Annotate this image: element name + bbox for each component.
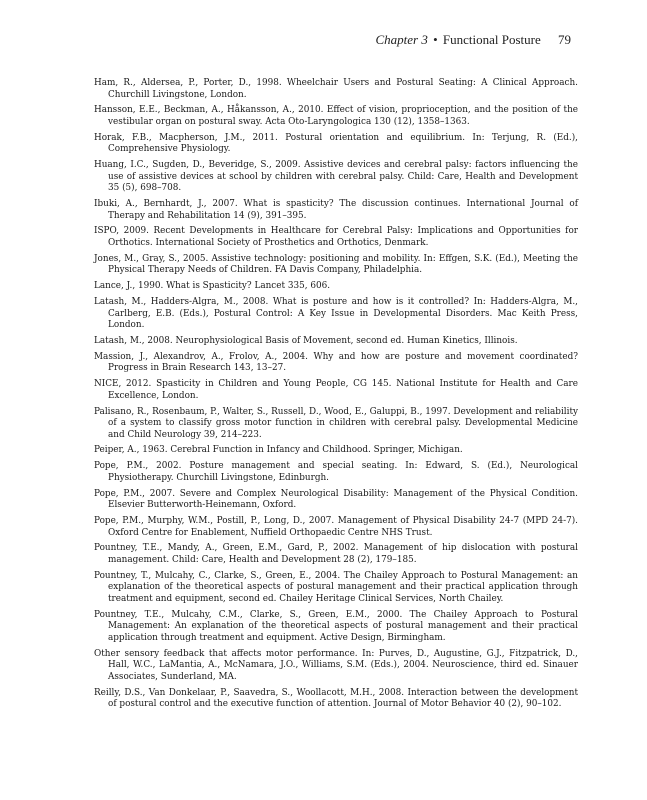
reference-item: Hansson, E.E., Beckman, A., Håkansson, A., 2010. Effect of vision, proprioception, and the position of the vestibular organ on postural sway. Acta Oto-Laryngologica 130 (12), 1358–1363. [94,105,578,127]
reference-item: Peiper, A., 1963. Cerebral Function in Infancy and Childhood. Springer, Michigan. [94,445,463,456]
reference-item: NICE, 2012. Spasticity in Children and Young People, CG 145. National Institute for Health and Care Excellence, London. [94,379,578,401]
chapter-title: Functional Posture [442,32,541,47]
reference-item: Latash, M., 2008. Neurophysiological Basis of Movement, second ed. Human Kinetics, Illinois. [94,335,518,346]
running-header [375,32,571,48]
reference-item: Jones, M., Gray, S., 2005. Assistive technology: positioning and mobility. In: Effgen, S.K. (Ed.), Meeting the Physical Therapy Needs of Children. FA Davis Company, Philadelphia. [94,253,578,276]
reference-item: Palisano, R., Rosenbaum, P., Walter, S., Russell, D., Wood, E., Galuppi, B., 1997. Development and reliability of a system to classify gross motor function in children with cerebral palsy. Developmental Medicine and Child Neurology 39, 214–223. [94,406,578,440]
reference-item: Pountney, T., Mulcahy, C., Clarke, S., Green, E., 2004. The Chailey Approach to Postural Management: an explanation of the theoretical aspects of postural management and their practical application through treatment and equipment, second ed. Chailey Heritage Clinical Services, North Chailey. [94,570,578,604]
reference-item: Ham, R., Aldersea, P., Porter, D., 1998. Wheelchair Users and Postural Seating: A Clinical Approach. Churchill Livingstone, London. [94,78,578,100]
reference-item: Pope, P.M., Murphy, W.M., Postill, P., Long, D., 2007. Management of Physical Disability 24-7 (MPD 24-7). Oxford Centre for Enablement, Nuffield Orthopaedic Centre NHS Trust. [94,516,578,538]
chapter-label: Chapter 3 [375,32,428,47]
reference-item: ISPO, 2009. Recent Developments in Healthcare for Cerebral Palsy: Implications and Opportunities for Orthotics. International Society of Prosthetics and Orthotics, Denmark. [94,226,578,249]
reference-item: Other sensory feedback that affects motor performance. In: Purves, D., Augustine, G.J., Fitzpatrick, D., Hall, W.C., LaMantia, A., McNamara, J.O., Williams, S.M. (Eds.), 2004. Neuroscience, third ed. Sinauer Associates, Sunderland, MA. [94,648,578,682]
reference-item: Ibuki, A., Bernhardt, J., 2007. What is spasticity? The discussion continues. International Journal of Therapy and Rehabilitation 14 (9), 391–395. [94,199,578,221]
reference-item: Huang, I.C., Sugden, D., Beveridge, S., 2009. Assistive devices and cerebral palsy: factors influencing the use of assistive devices at school by children with cerebral palsy. Child: Care, Health and Development 35 (5), 698–708. [94,160,578,194]
reference-list [94,78,578,715]
reference-item: Pountney, T.E., Mandy, A., Green, E.M., Gard, P., 2002. Management of hip dislocation with postural management. Child: Care, Health and Development 28 (2), 179–185. [94,543,578,565]
page-number: 79 [558,32,571,47]
reference-item: Pope, P.M., 2002. Posture management and special seating. In: Edward, S. (Ed.), Neurological Physiotherapy. Churchill Livingstone, Edinburgh. [94,461,578,483]
reference-item: Reilly, D.S., Van Donkelaar, P., Saavedra, S., Woollacott, M.H., 2008. Interaction between the development of postural control and the executive function of attention. Journal of Motor Behavior 40 (2), 90–102. [94,687,578,710]
reference-item: Latash, M., Hadders-Algra, M., 2008. What is posture and how is it controlled? In: Hadders-Algra, M., Carlberg, E.B. (Eds.), Postural Control: A Key Issue in Developmental Disorders. Mac Keith Press, London. [94,297,578,331]
reference-item: Massion, J., Alexandrov, A., Frolov, A., 2004. Why and how are posture and movement coordinated? Progress in Brain Research 143, 13–27. [94,351,578,374]
reference-item: Lance, J., 1990. What is Spasticity? Lancet 335, 606. [94,281,331,292]
reference-item: Pope, P.M., 2007. Severe and Complex Neurological Disability: Management of the Physical Condition. Elsevier Butterworth-Heinemann, Oxford. [94,488,578,511]
header-separator: • [433,32,438,47]
reference-item: Pountney, T.E., Mulcahy, C.M., Clarke, S., Green, E.M., 2000. The Chailey Approach to Postural Management: An explanation of the theoretical aspects of postural management and their practical application through treatment and equipment. Active Design, Birmingham. [94,609,578,643]
reference-item: Horak, F.B., Macpherson, J.M., 2011. Postural orientation and equilibrium. In: Terjung, R. (Ed.), Comprehensive Physiology. [94,132,578,155]
